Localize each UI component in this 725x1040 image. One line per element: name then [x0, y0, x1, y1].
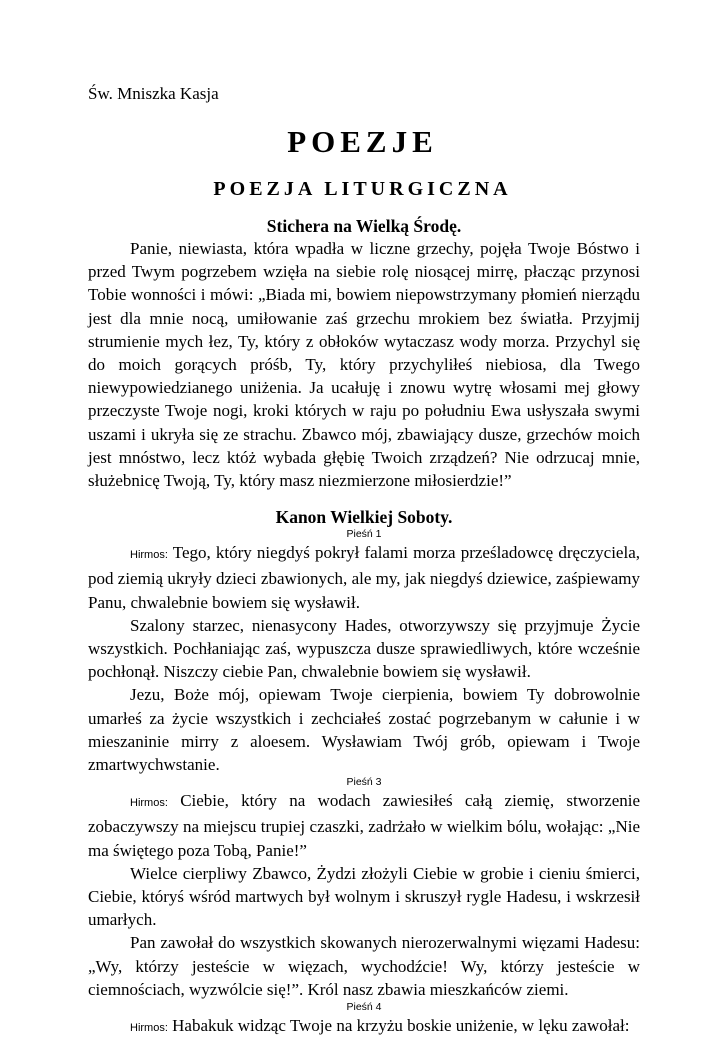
hirmos-text: Tego, który niegdyś pokrył falami morza prześladowcę dręczyciela, pod ziemią ukryły dzieci zbawionych, ale my, jak niegdyś dziewice, zaśpiewamy Panu, chwalebnie bowiem się wysławił. [88, 543, 640, 612]
hirmos-paragraph [88, 541, 640, 614]
hirmos-paragraph [88, 789, 640, 862]
song-label: Pieśń 4 [346, 1001, 382, 1014]
kanon-heading: Kanon Wielkiej Soboty. [275, 507, 453, 528]
hirmos-paragraph [88, 1014, 640, 1040]
hirmos-label: Hirmos: [130, 549, 168, 562]
author-line: Św. Mniszka Kasja [88, 84, 219, 103]
hirmos-label: Hirmos: [130, 1022, 168, 1035]
hirmos-label: Hirmos: [130, 797, 168, 810]
troparion: Pan zawołał do wszystkich skowanych nierozerwalnymi więzami Hadesu: „Wy, którzy jesteście w więzach, wychodźcie! Wy, którzy jesteście w ciemnościach, wyzwólcie się!”. Król nasz zbawia mieszkańców ziemi. [88, 933, 640, 999]
song-label: Pieśń 1 [346, 528, 382, 541]
stichera-text: Panie, niewiasta, która wpadła w liczne grzechy, pojęła Twoje Bóstwo i przed Twym pogrzebem wzięła na siebie rolę niosącej mirrę, płacząc przynosi Tobie wonności i mówi: „Biada mi, bowiem niepowstrzymany płomień nierządu jest dla mnie nocą, umiłowanie zaś grzechu mrokiem bez światła. Przyjmij strumienie mych łez, Ty, który z obłoków wytaczasz wody morza. Przychyl się do moich gorących próśb, Ty, który przychyliłeś niebiosa, dla Twego niewypowiedzianego uniżenia. Ja ucałuję i znowu wytrę włosami mej głowy przeczyste Twoje nogi, kroki których w raju po południu Ewa usłyszała swymi uszami i ukryła się ze strachu. Zbawco mój, zbawiający dusze, grzechów moich jest mnóstwo, lecz któż wybada głębię Twoich zrządzeń? Nie odrzucaj mnie, służebnicę Twoją, Ty, który masz niezmierzone miłosierdzie!” [88, 239, 640, 491]
song-label: Pieśń 3 [346, 776, 382, 789]
hirmos-text: Ciebie, który na wodach zawiesiłeś całą ziemię, stworzenie zobaczywszy na miejscu trupiej czaszki, zadrżało w wielkim bólu, wołając: „Nie ma świętego poza Tobą, Panie!” [88, 791, 641, 860]
page-title: POEZJE [287, 124, 438, 159]
troparion: Jezu, Boże mój, opiewam Twoje cierpienia, bowiem Ty dobrowolnie umarłeś za życie wszystkich i zechciałeś zostać pogrzebanym w całunie i w mieszaninie mirry z aloesem. Wysławiam Twój grób, opiewam i Twoje zmartwychwstanie. [88, 685, 640, 775]
document-body [88, 215, 640, 1040]
hirmos-text: Habakuk widząc Twoje na krzyżu boskie uniżenie, w lęku zawołał: [172, 1016, 630, 1036]
stichera-heading: Stichera na Wielką Środę. [266, 216, 462, 236]
troparion: Wielce cierpliwy Zbawco, Żydzi złożyli Ciebie w grobie i cieniu śmierci, Ciebie, któryś wśród martwych był wolnym i skruszył rygle Hadesu, i wskrzesił umarłych. [88, 863, 640, 930]
troparion: Szalony starzec, nienasycony Hades, otworzywszy się przyjmuje Życie wszystkich. Pochłaniając zaś, wypuszcza dusze sprawiedliwych, które wcześnie pochłonął. Niszczy ciebie Pan, chwalebnie bowiem się wysławił. [88, 615, 640, 682]
section-title: POEZJA LITURGICZNA [213, 178, 512, 200]
